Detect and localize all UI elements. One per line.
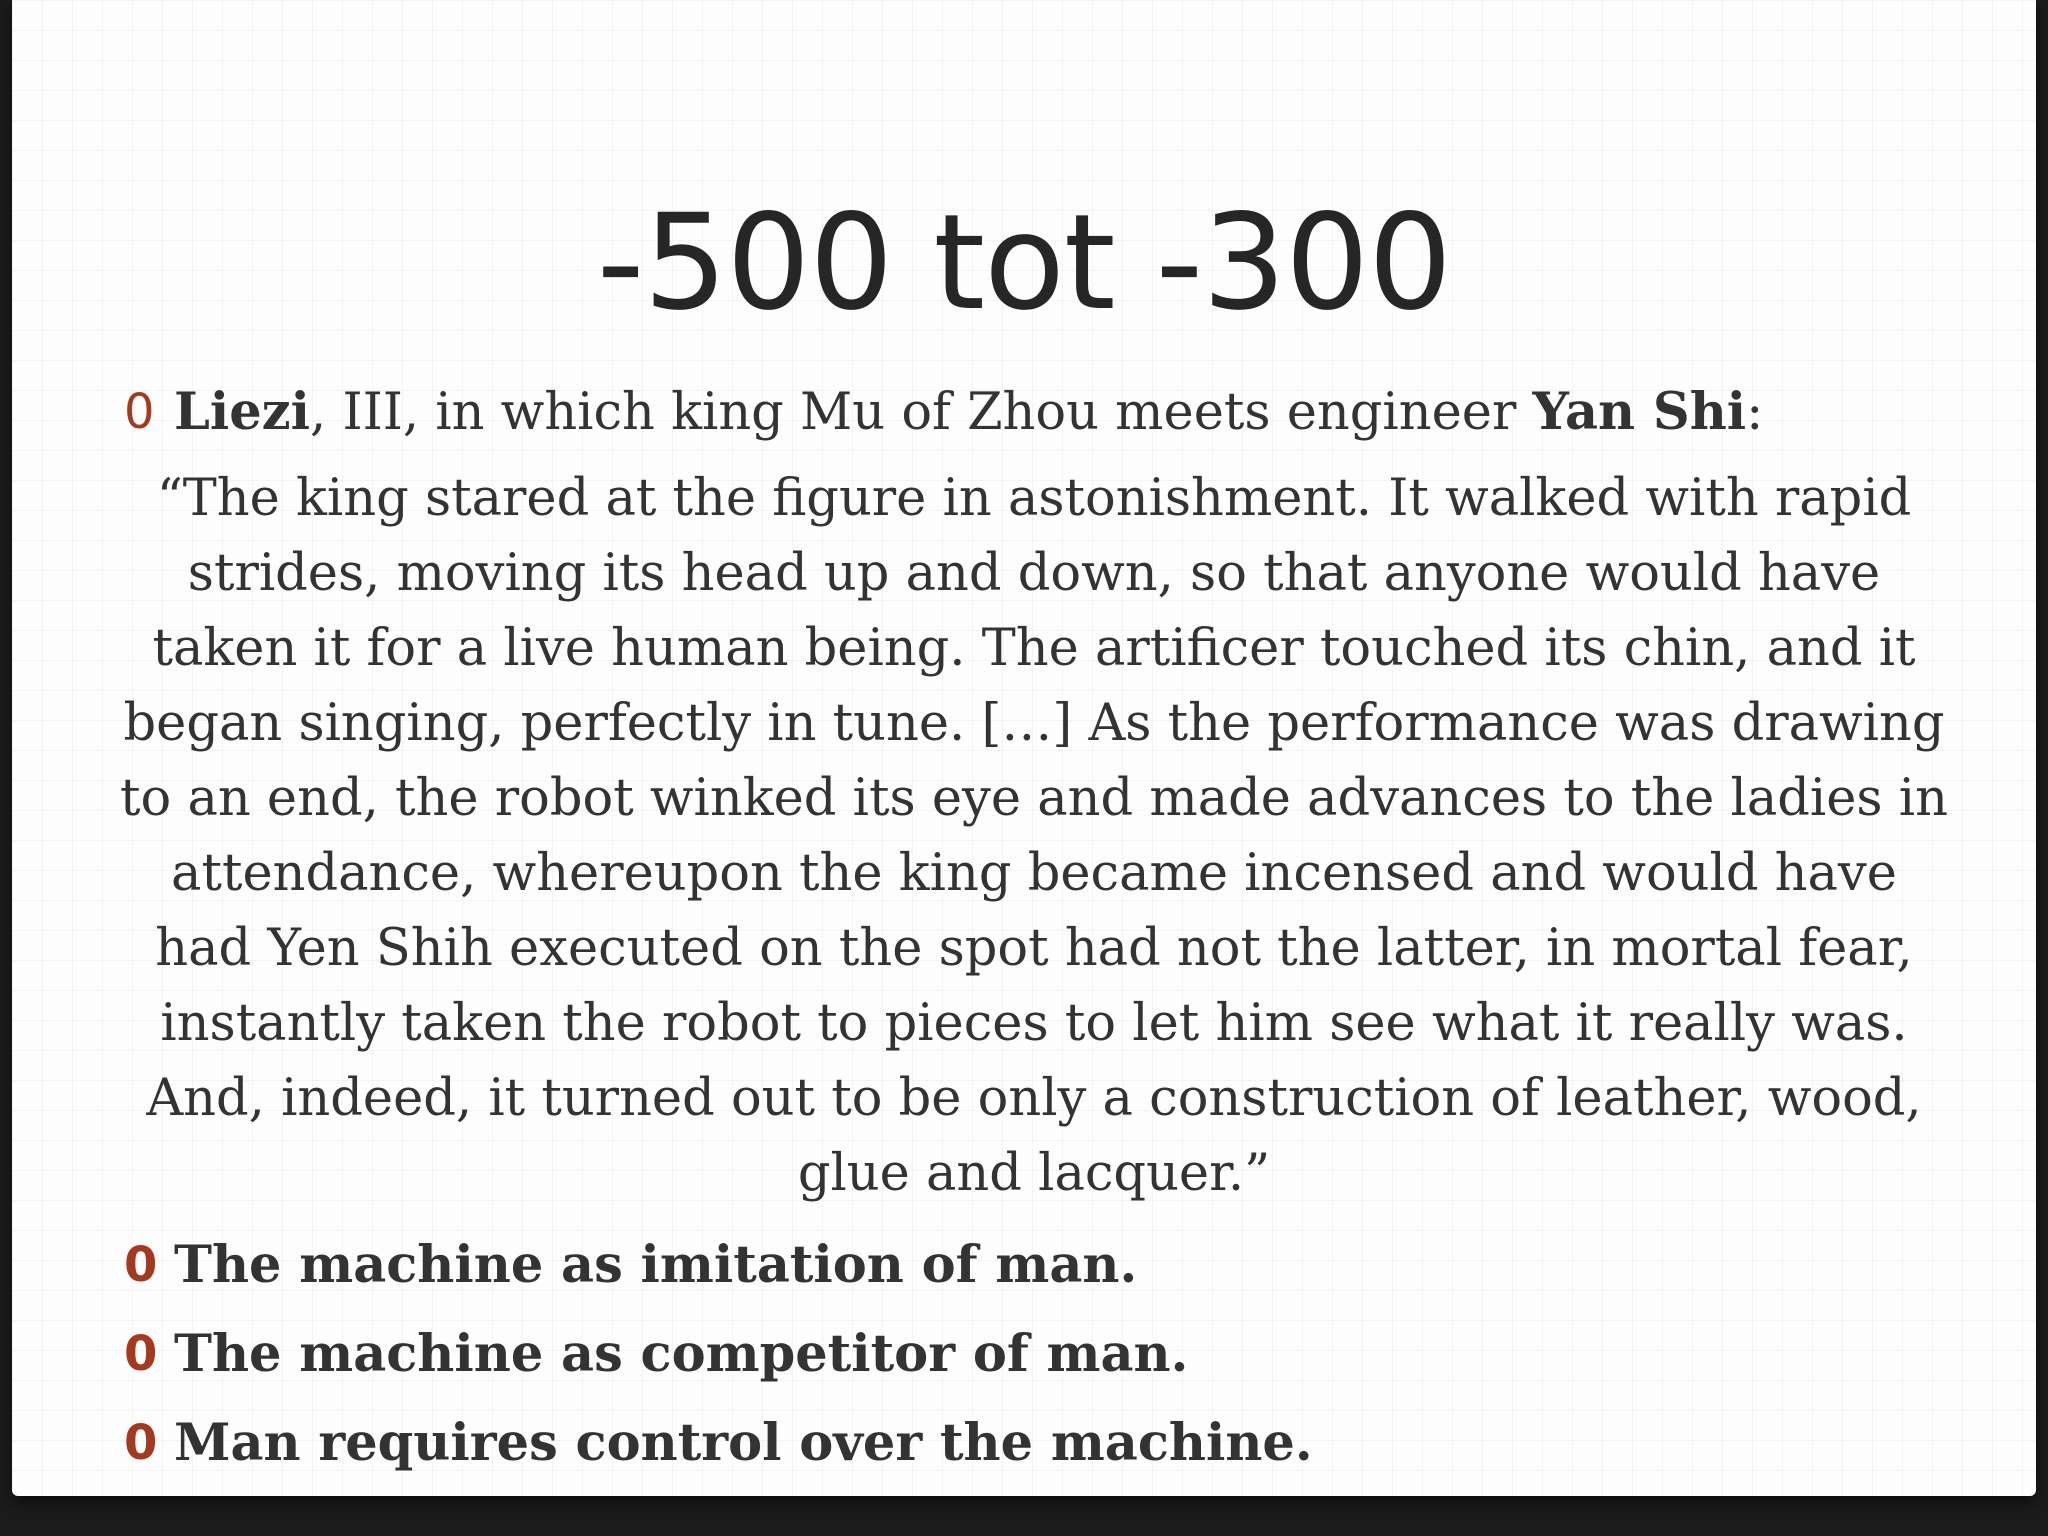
point-item xyxy=(124,1399,1944,1488)
intro-bullet xyxy=(124,372,1944,453)
source-name: Liezi xyxy=(174,382,311,442)
bullet-marker: 0 xyxy=(124,384,155,440)
point-item xyxy=(124,1221,1944,1310)
point-text: The machine as competitor of man. xyxy=(174,1324,1189,1384)
engineer-name: Yan Shi xyxy=(1532,382,1747,442)
bullet-marker: 0 xyxy=(124,1237,158,1293)
bullet-marker: 0 xyxy=(124,1415,158,1471)
quote-block: “The king stared at the figure in astonishment. It walked with rapid strides, moving its head up and down, so that anyone would have taken it for a live human being. The artificer touched its chin, and it began singing, perfectly in tune. […] As the performance was drawing to an end, the robot winked its eye and made advances to the ladies in attendance, whereupon the king became incensed and would have had Yen Shih executed on the spot had not the latter, in mortal fear, instantly taken the robot to pieces to let him see what it really was. And, indeed, it turned out to be only a construction of leather, wood, glue and lacquer.” xyxy=(120,469,1948,1203)
point-text: The machine as imitation of man. xyxy=(174,1235,1138,1295)
point-item xyxy=(124,1310,1944,1399)
point-text: Man requires control over the machine. xyxy=(174,1413,1313,1473)
points-list xyxy=(124,1221,1944,1488)
slide-title: -500 tot -300 xyxy=(596,186,1452,340)
slide-content xyxy=(120,372,1948,1488)
bullet-marker: 0 xyxy=(124,1326,158,1382)
intro-colon: : xyxy=(1746,383,1764,442)
intro-text: , III, in which king Mu of Zhou meets engineer xyxy=(310,383,1533,442)
